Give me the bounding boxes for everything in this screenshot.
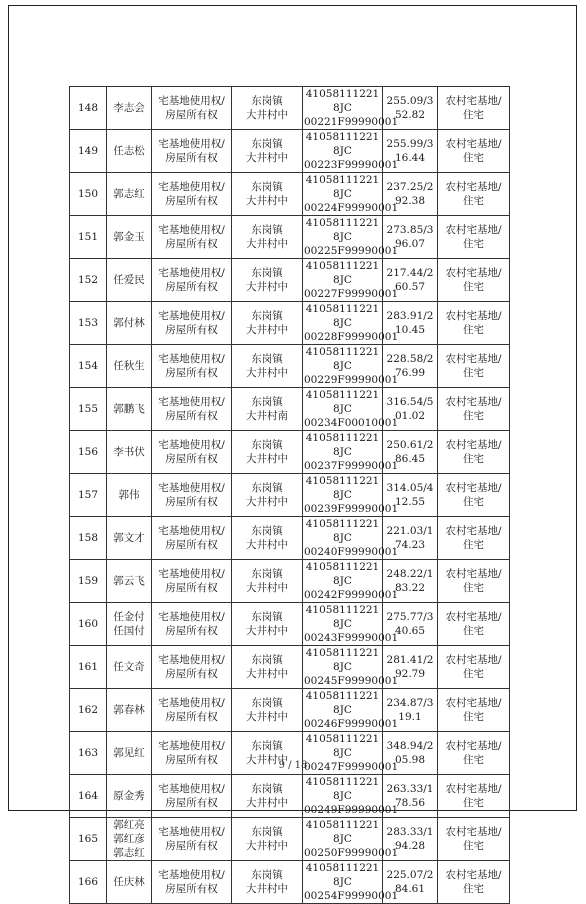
owner-name-text: 郭金玉: [113, 231, 145, 243]
area-text: 275.77/3 40.65: [386, 611, 434, 637]
unit-code-cell: [303, 517, 399, 560]
owner-name-text: 郭云飞: [113, 575, 145, 587]
right-type-text: 宅基地使用权/ 房屋所有权: [158, 482, 225, 508]
owner-name-cell: [107, 216, 152, 259]
location-text: 东岗镇 大井村中: [246, 525, 288, 551]
right-type-text: 宅基地使用权/ 房屋所有权: [158, 826, 225, 852]
land-use-cell: [438, 775, 510, 818]
unit-code-text: 41058111221 8JC 00242F99990001: [304, 561, 399, 601]
unit-code-text: 41058111221 8JC 00247F99990001: [304, 733, 399, 773]
unit-code-text: 41058111221 8JC 00240F99990001: [304, 518, 399, 558]
row-number-text: 158: [77, 532, 99, 544]
row-number-text: 149: [77, 145, 99, 157]
right-type-text: 宅基地使用权/ 房屋所有权: [158, 654, 225, 680]
land-use-cell: [438, 861, 510, 904]
owner-name-cell: [107, 775, 152, 818]
location-cell: [232, 345, 303, 388]
unit-code-cell: [303, 603, 399, 646]
land-use-cell: [438, 259, 510, 302]
land-use-cell: [438, 388, 510, 431]
location-text: 东岗镇 大井村中: [246, 697, 288, 723]
unit-code-cell: [303, 388, 399, 431]
unit-code-text: 41058111221 8JC 00246F99990001: [304, 690, 399, 730]
unit-code-cell: [303, 474, 399, 517]
right-type-text: 宅基地使用权/ 房屋所有权: [158, 783, 225, 809]
location-cell: [232, 259, 303, 302]
table-row: [70, 173, 510, 216]
owner-name-text: 李志会: [113, 102, 145, 114]
land-use-cell: [438, 431, 510, 474]
right-type-text: 宅基地使用权/ 房屋所有权: [158, 267, 225, 293]
land-use-cell: [438, 646, 510, 689]
owner-name-text: 李书伏: [113, 446, 145, 458]
table-row: [70, 775, 510, 818]
right-type-text: 宅基地使用权/ 房屋所有权: [158, 353, 225, 379]
location-text: 东岗镇 大井村中: [246, 353, 288, 379]
location-cell: [232, 861, 303, 904]
area-text: 348.94/2 05.98: [386, 740, 434, 766]
owner-name-text: 郭见红: [113, 747, 145, 759]
table-row: [70, 345, 510, 388]
land-use-cell: [438, 560, 510, 603]
row-number-text: 153: [77, 317, 99, 329]
table-row: [70, 517, 510, 560]
location-text: 东岗镇 大井村中: [246, 869, 288, 895]
table-row: [70, 603, 510, 646]
owner-name-text: 郭红亮 郭红彦 郭志红: [113, 819, 145, 859]
owner-name-text: 郭鹏飞: [113, 403, 145, 415]
right-type-text: 宅基地使用权/ 房屋所有权: [158, 224, 225, 250]
row-number-cell: [70, 818, 107, 861]
area-text: 283.91/2 10.45: [386, 310, 434, 336]
location-cell: [232, 130, 303, 173]
owner-name-text: 任爱民: [113, 274, 145, 286]
table-row: [70, 646, 510, 689]
row-number-cell: [70, 474, 107, 517]
right-type-cell: [152, 861, 232, 904]
row-number-text: 160: [77, 618, 99, 630]
land-use-text: 农村宅基地/ 住宅: [445, 869, 502, 895]
owner-name-cell: [107, 259, 152, 302]
right-type-cell: [152, 431, 232, 474]
right-type-cell: [152, 474, 232, 517]
page-number: 9 / 18: [278, 760, 308, 771]
right-type-cell: [152, 775, 232, 818]
right-type-cell: [152, 259, 232, 302]
row-number-text: 162: [77, 704, 99, 716]
row-number-cell: [70, 517, 107, 560]
table-row: [70, 302, 510, 345]
land-use-cell: [438, 517, 510, 560]
location-cell: [232, 775, 303, 818]
row-number-text: 148: [77, 102, 99, 114]
land-use-text: 农村宅基地/ 住宅: [445, 525, 502, 551]
area-text: 221.03/1 74.23: [386, 525, 434, 551]
owner-name-cell: [107, 388, 152, 431]
table-row: [70, 560, 510, 603]
right-type-cell: [152, 173, 232, 216]
right-type-cell: [152, 302, 232, 345]
area-text: 281.41/2 92.79: [386, 654, 434, 680]
location-cell: [232, 302, 303, 345]
unit-code-text: 41058111221 8JC 00245F99990001: [304, 647, 399, 687]
unit-code-cell: [303, 861, 399, 904]
row-number-text: 154: [77, 360, 99, 372]
owner-name-cell: [107, 861, 152, 904]
unit-code-text: 41058111221 8JC 00254F99990001: [304, 862, 399, 902]
area-text: 228.58/2 76.99: [386, 353, 434, 379]
owner-name-text: 任庆林: [113, 876, 145, 888]
unit-code-text: 41058111221 8JC 00225F99990001: [304, 217, 399, 257]
unit-code-text: 41058111221 8JC 00239F99990001: [304, 475, 399, 515]
right-type-cell: [152, 603, 232, 646]
area-text: 217.44/2 60.57: [386, 267, 434, 293]
row-number-cell: [70, 302, 107, 345]
owner-name-cell: [107, 345, 152, 388]
area-text: 255.09/3 52.82: [386, 95, 434, 121]
owner-name-text: 任金付 任国付: [113, 611, 145, 637]
row-number-cell: [70, 130, 107, 173]
location-cell: [232, 87, 303, 130]
land-use-cell: [438, 345, 510, 388]
location-cell: [232, 173, 303, 216]
land-use-text: 农村宅基地/ 住宅: [445, 482, 502, 508]
right-type-text: 宅基地使用权/ 房屋所有权: [158, 138, 225, 164]
owner-name-text: 郭志红: [113, 188, 145, 200]
land-use-cell: [438, 130, 510, 173]
right-type-text: 宅基地使用权/ 房屋所有权: [158, 568, 225, 594]
owner-name-cell: [107, 517, 152, 560]
row-number-cell: [70, 431, 107, 474]
row-number-cell: [70, 259, 107, 302]
right-type-cell: [152, 560, 232, 603]
row-number-text: 150: [77, 188, 99, 200]
row-number-text: 152: [77, 274, 99, 286]
owner-name-text: 郭付林: [113, 317, 145, 329]
land-use-text: 农村宅基地/ 住宅: [445, 826, 502, 852]
area-text: 314.05/4 12.55: [386, 482, 434, 508]
location-text: 东岗镇 大井村中: [246, 740, 288, 766]
owner-name-text: 任秋生: [113, 360, 145, 372]
location-text: 东岗镇 大井村南: [246, 396, 288, 422]
unit-code-text: 41058111221 8JC 00243F99990001: [304, 604, 399, 644]
row-number-text: 155: [77, 403, 99, 415]
right-type-text: 宅基地使用权/ 房屋所有权: [158, 869, 225, 895]
right-type-cell: [152, 130, 232, 173]
row-number-cell: [70, 216, 107, 259]
owner-name-cell: [107, 173, 152, 216]
owner-name-cell: [107, 603, 152, 646]
table-row: [70, 87, 510, 130]
land-use-cell: [438, 302, 510, 345]
location-text: 东岗镇 大井村中: [246, 783, 288, 809]
unit-code-text: 41058111221 8JC 00224F99990001: [304, 174, 399, 214]
right-type-cell: [152, 87, 232, 130]
right-type-cell: [152, 818, 232, 861]
unit-code-text: 41058111221 8JC 00234F00010001: [304, 389, 399, 429]
location-cell: [232, 560, 303, 603]
owner-name-text: 任志松: [113, 145, 145, 157]
land-use-text: 农村宅基地/ 住宅: [445, 353, 502, 379]
right-type-text: 宅基地使用权/ 房屋所有权: [158, 697, 225, 723]
unit-code-text: 41058111221 8JC 00237F99990001: [304, 432, 399, 472]
location-text: 东岗镇 大井村中: [246, 138, 288, 164]
unit-code-text: 41058111221 8JC 00223F99990001: [304, 131, 399, 171]
row-number-text: 161: [77, 661, 99, 673]
owner-name-cell: [107, 474, 152, 517]
row-number-cell: [70, 603, 107, 646]
land-use-text: 农村宅基地/ 住宅: [445, 396, 502, 422]
location-cell: [232, 646, 303, 689]
location-text: 东岗镇 大井村中: [246, 267, 288, 293]
location-cell: [232, 603, 303, 646]
unit-code-cell: [303, 87, 399, 130]
land-use-cell: [438, 474, 510, 517]
row-number-text: 159: [77, 575, 99, 587]
owner-name-text: 任文奇: [113, 661, 145, 673]
unit-code-text: 41058111221 8JC 00221F99990001: [304, 88, 399, 128]
area-text: 237.25/2 92.38: [386, 181, 434, 207]
area-text: 250.61/2 86.45: [386, 439, 434, 465]
location-cell: [232, 818, 303, 861]
right-type-text: 宅基地使用权/ 房屋所有权: [158, 611, 225, 637]
right-type-text: 宅基地使用权/ 房屋所有权: [158, 181, 225, 207]
area-text: 234.87/3 19.1: [386, 697, 434, 723]
table-body: [70, 87, 510, 904]
right-type-cell: [152, 345, 232, 388]
area-text: 248.22/1 83.22: [386, 568, 434, 594]
land-use-text: 农村宅基地/ 住宅: [445, 697, 502, 723]
row-number-text: 166: [77, 876, 99, 888]
owner-name-text: 郭春林: [113, 704, 145, 716]
right-type-text: 宅基地使用权/ 房屋所有权: [158, 396, 225, 422]
owner-name-cell: [107, 302, 152, 345]
right-type-text: 宅基地使用权/ 房屋所有权: [158, 525, 225, 551]
row-number-cell: [70, 861, 107, 904]
row-number-cell: [70, 173, 107, 216]
row-number-cell: [70, 775, 107, 818]
unit-code-cell: [303, 431, 399, 474]
location-cell: [232, 517, 303, 560]
land-use-text: 农村宅基地/ 住宅: [445, 224, 502, 250]
unit-code-cell: [303, 560, 399, 603]
table-row: [70, 259, 510, 302]
land-use-text: 农村宅基地/ 住宅: [445, 181, 502, 207]
row-number-text: 165: [77, 833, 99, 845]
land-use-text: 农村宅基地/ 住宅: [445, 740, 502, 766]
location-text: 东岗镇 大井村中: [246, 310, 288, 336]
unit-code-text: 41058111221 8JC 00249F99990001: [304, 776, 399, 816]
owner-name-cell: [107, 560, 152, 603]
property-rights-table: [69, 86, 510, 904]
location-text: 东岗镇 大井村中: [246, 224, 288, 250]
unit-code-cell: [303, 646, 399, 689]
land-use-cell: [438, 689, 510, 732]
land-use-text: 农村宅基地/ 住宅: [445, 611, 502, 637]
location-cell: [232, 431, 303, 474]
row-number-cell: [70, 689, 107, 732]
unit-code-text: 41058111221 8JC 00250F99990001: [304, 819, 399, 859]
row-number-text: 151: [77, 231, 99, 243]
table-row: [70, 861, 510, 904]
land-use-text: 农村宅基地/ 住宅: [445, 439, 502, 465]
table-row: [70, 689, 510, 732]
land-use-cell: [438, 173, 510, 216]
unit-code-cell: [303, 259, 399, 302]
land-use-text: 农村宅基地/ 住宅: [445, 654, 502, 680]
owner-name-text: 原金秀: [113, 790, 145, 802]
owner-name-text: 郭伟: [118, 489, 140, 501]
right-type-text: 宅基地使用权/ 房屋所有权: [158, 310, 225, 336]
location-cell: [232, 388, 303, 431]
area-text: 316.54/5 01.02: [386, 396, 434, 422]
land-use-text: 农村宅基地/ 住宅: [445, 267, 502, 293]
location-text: 东岗镇 大井村中: [246, 568, 288, 594]
location-cell: [232, 474, 303, 517]
right-type-cell: [152, 689, 232, 732]
owner-name-cell: [107, 646, 152, 689]
land-use-text: 农村宅基地/ 住宅: [445, 783, 502, 809]
land-use-text: 农村宅基地/ 住宅: [445, 95, 502, 121]
owner-name-cell: [107, 130, 152, 173]
area-text: 283.33/1 94.28: [386, 826, 434, 852]
table-row: [70, 388, 510, 431]
unit-code-text: 41058111221 8JC 00228F99990001: [304, 303, 399, 343]
unit-code-text: 41058111221 8JC 00229F99990001: [304, 346, 399, 386]
row-number-cell: [70, 388, 107, 431]
owner-name-text: 郭文才: [113, 532, 145, 544]
location-text: 东岗镇 大井村中: [246, 826, 288, 852]
table-row: [70, 474, 510, 517]
row-number-cell: [70, 646, 107, 689]
location-text: 东岗镇 大井村中: [246, 482, 288, 508]
row-number-text: 164: [77, 790, 99, 802]
land-use-cell: [438, 87, 510, 130]
area-text: 255.99/3 16.44: [386, 138, 434, 164]
row-number-text: 157: [77, 489, 99, 501]
right-type-text: 宅基地使用权/ 房屋所有权: [158, 740, 225, 766]
unit-code-cell: [303, 216, 399, 259]
row-number-cell: [70, 560, 107, 603]
row-number-text: 163: [77, 747, 99, 759]
unit-code-cell: [303, 775, 399, 818]
location-text: 东岗镇 大井村中: [246, 181, 288, 207]
location-text: 东岗镇 大井村中: [246, 611, 288, 637]
table-row: [70, 431, 510, 474]
location-text: 东岗镇 大井村中: [246, 439, 288, 465]
right-type-cell: [152, 388, 232, 431]
land-use-text: 农村宅基地/ 住宅: [445, 310, 502, 336]
table-row: [70, 818, 510, 861]
location-cell: [232, 216, 303, 259]
unit-code-cell: [303, 689, 399, 732]
table-row: [70, 216, 510, 259]
area-text: 225.07/2 84.61: [386, 869, 434, 895]
row-number-text: 156: [77, 446, 99, 458]
owner-name-cell: [107, 689, 152, 732]
owner-name-cell: [107, 431, 152, 474]
row-number-cell: [70, 87, 107, 130]
right-type-text: 宅基地使用权/ 房屋所有权: [158, 95, 225, 121]
location-text: 东岗镇 大井村中: [246, 654, 288, 680]
area-text: 263.33/1 78.56: [386, 783, 434, 809]
unit-code-cell: [303, 302, 399, 345]
location-cell: [232, 689, 303, 732]
owner-name-cell: [107, 818, 152, 861]
right-type-cell: [152, 216, 232, 259]
area-text: 273.85/3 96.07: [386, 224, 434, 250]
unit-code-cell: [303, 345, 399, 388]
right-type-cell: [152, 646, 232, 689]
row-number-cell: [70, 345, 107, 388]
right-type-cell: [152, 517, 232, 560]
land-use-cell: [438, 216, 510, 259]
owner-name-cell: [107, 87, 152, 130]
unit-code-text: 41058111221 8JC 00227F99990001: [304, 260, 399, 300]
unit-code-cell: [303, 173, 399, 216]
right-type-text: 宅基地使用权/ 房屋所有权: [158, 439, 225, 465]
land-use-text: 农村宅基地/ 住宅: [445, 138, 502, 164]
land-use-cell: [438, 818, 510, 861]
unit-code-cell: [303, 818, 399, 861]
land-use-cell: [438, 603, 510, 646]
table-row: [70, 130, 510, 173]
unit-code-cell: [303, 130, 399, 173]
land-use-text: 农村宅基地/ 住宅: [445, 568, 502, 594]
location-text: 东岗镇 大井村中: [246, 95, 288, 121]
